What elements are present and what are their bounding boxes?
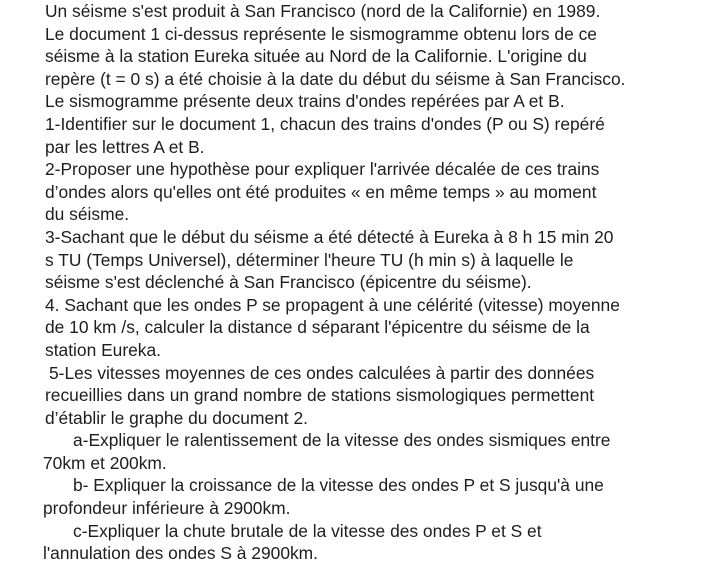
- question-2-line-1: 2-Proposer une hypothèse pour expliquer l'arrivée décalée de ces trains: [45, 159, 600, 180]
- text-line-2: Le document 1 ci-dessus représente le sismogramme obtenu lors de ce: [45, 23, 597, 44]
- question-3-line-2: s TU (Temps Universel), déterminer l'heure TU (h min s) à laquelle le: [45, 249, 574, 270]
- question-4-line-2: de 10 km /s, calculer la distance d séparant l'épicentre du séisme de la: [45, 317, 590, 338]
- question-5-line-1: 5-Les vitesses moyennes de ces ondes calculées à partir des données: [49, 362, 595, 383]
- question-2-line-3: du séisme.: [45, 204, 130, 225]
- question-5c-line-1: c-Expliquer la chute brutale de la vitesse des ondes P et S et: [73, 520, 542, 541]
- question-5c-line-2: l'annulation des ondes S à 2900km.: [43, 543, 318, 564]
- question-5b-line-1: b- Expliquer la croissance de la vitesse des ondes P et S jusqu'à une: [73, 475, 604, 496]
- text-line-4: repère (t = 0 s) a été choisie à la date du début du séisme à San Francisco.: [45, 68, 626, 89]
- text-line-1: Un séisme s'est produit à San Francisco (nord de la Californie) en 1989.: [45, 1, 601, 21]
- question-1-line-2: par les lettres A et B.: [45, 136, 205, 157]
- question-5a-line-1: a-Expliquer le ralentissement de la vitesse des ondes sismiques entre: [73, 430, 611, 451]
- question-3-line-3: séisme s'est déclenché à San Francisco (épicentre du séisme).: [45, 272, 532, 293]
- question-5-line-2: recueillies dans un grand nombre de stations sismologiques permettent: [45, 385, 595, 406]
- question-3-line-1: 3-Sachant que le début du séisme a été détecté à Eureka à 8 h 15 min 20: [45, 226, 614, 247]
- question-5a-line-2: 70km et 200km.: [43, 452, 167, 473]
- question-5b-line-2: profondeur inférieure à 2900km.: [43, 498, 291, 519]
- text-line-5: Le sismogramme présente deux trains d'ondes repérées par A et B.: [45, 91, 565, 112]
- question-1-line-1: 1-Identifier sur le document 1, chacun des trains d'ondes (P ou S) repéré: [45, 113, 605, 134]
- question-4-line-3: station Eureka.: [45, 339, 162, 360]
- text-line-3: séisme à la station Eureka située au Nord de la Californie. L'origine du: [45, 46, 587, 67]
- question-4-line-1: 4. Sachant que les ondes P se propagent à une célérité (vitesse) moyenne: [45, 294, 620, 315]
- question-2-line-2: d’ondes alors qu'elles ont été produites « en même temps » au moment: [45, 181, 597, 202]
- exercise-text: [45, 0, 715, 565]
- question-5-line-3: d’établir le graphe du document 2.: [45, 407, 308, 428]
